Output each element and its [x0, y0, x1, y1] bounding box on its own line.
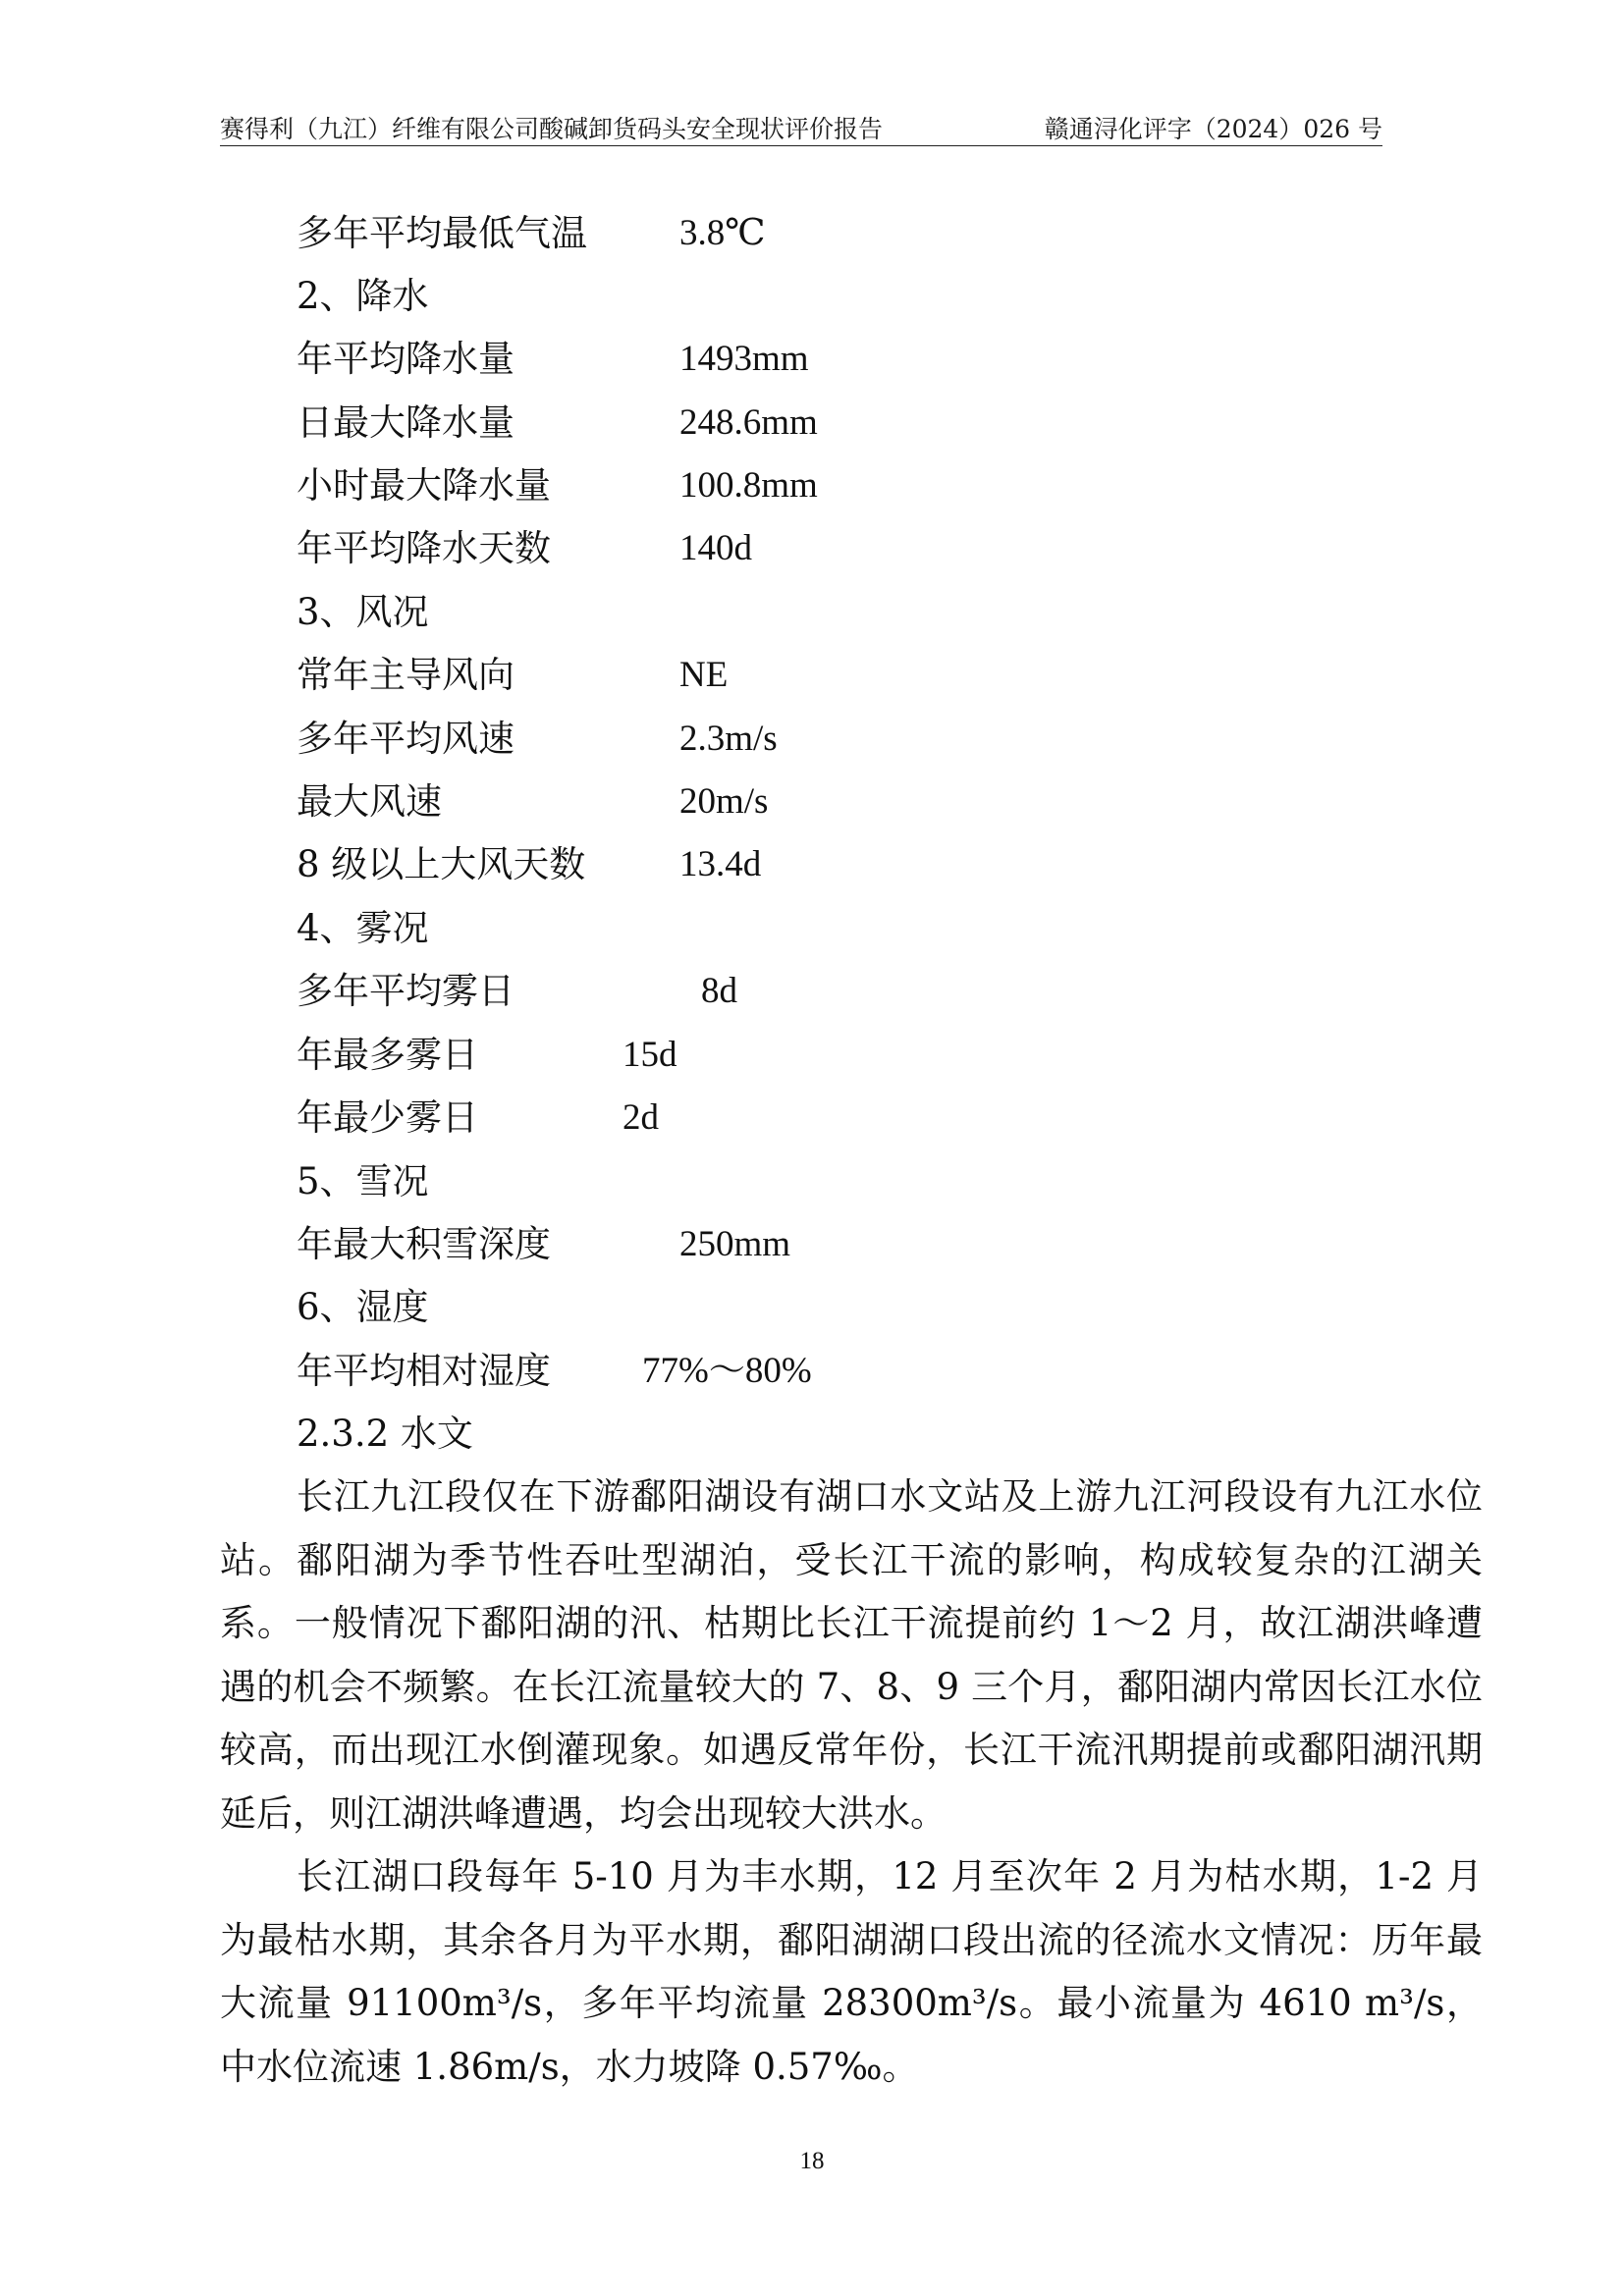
item-label: 年最少雾日 — [297, 1096, 478, 1139]
page-header — [220, 116, 1382, 143]
item-value: 3.8℃ — [679, 213, 766, 253]
item-value: 1493mm — [679, 339, 809, 379]
item-value: 140d — [679, 528, 752, 568]
item-value: 77%～80% — [642, 1351, 812, 1391]
item-label: 常年主导风向 — [297, 654, 514, 696]
item-value: 2d — [623, 1097, 659, 1138]
item-value: 100.8mm — [679, 465, 818, 506]
section-label: 3、风况 — [297, 591, 429, 633]
item-value: NE — [679, 655, 729, 695]
item-label: 多年平均雾日 — [297, 970, 514, 1012]
item-value: 13.4d — [679, 844, 762, 884]
item-label: 最大风速 — [297, 780, 442, 823]
item-label: 8 级以上大风天数 — [297, 843, 586, 885]
item-value: 2.3m/s — [679, 719, 778, 759]
item-label: 年平均降水天数 — [297, 527, 551, 569]
item-label: 多年平均风速 — [297, 718, 514, 760]
item-value: 15d — [623, 1035, 677, 1075]
section-label: 4、雾况 — [297, 907, 429, 949]
page-number: 18 — [799, 2148, 825, 2174]
item-label: 年最大积雪深度 — [297, 1223, 551, 1265]
header-report-title: 赛得利（九江）纤维有限公司酸碱卸货码头安全现状评价报告 — [220, 115, 884, 143]
item-value: 250mm — [679, 1224, 791, 1264]
header-report-number: 赣通浔化评字（2024）026 号 — [1044, 115, 1382, 143]
item-label: 年平均相对湿度 — [297, 1350, 551, 1392]
item-value: 248.6mm — [679, 402, 818, 443]
header-divider — [220, 145, 1382, 146]
item-label: 年平均降水量 — [297, 338, 514, 380]
item-value: 8d — [701, 971, 737, 1011]
section-label: 6、湿度 — [297, 1286, 429, 1328]
hydrology-paragraph-1: 长江九江段仅在下游鄱阳湖设有湖口水文站及上游九江河段设有九江水位站。鄱阳湖为季节性吞吐型湖泊，受长江干流的影响，构成较复杂的江湖关系。一般情况下鄱阳湖的汛、枯期比长江干流提前约 1～2 月，故江湖洪峰遭遇的机会不频繁。在长江流量较大的 7、8、9 三个月，鄱阳湖内常因长江水位较高，而出现江水倒灌现象。如遇反常年份，长江干流汛期提前或鄱阳湖汛期延后，则江湖洪峰遭遇，均会出现较大洪水。 — [220, 1475, 1483, 1835]
item-label: 小时最大降水量 — [297, 464, 551, 507]
section-label: 5、雪况 — [297, 1160, 429, 1202]
section-label: 2、降水 — [297, 275, 429, 317]
item-value: 20m/s — [679, 781, 769, 822]
item-label: 日最大降水量 — [297, 401, 514, 444]
item-label: 多年平均最低气温 — [297, 212, 587, 254]
item-label: 年最多雾日 — [297, 1034, 478, 1076]
hydrology-paragraph-2: 长江湖口段每年 5-10 月为丰水期，12 月至次年 2 月为枯水期，1-2 月为最枯水期，其余各月为平水期，鄱阳湖湖口段出流的径流水文情况：历年最大流量 91100m³/s，多年平均流量 28300m³/s。最小流量为 4610 m³/s，中水位流速 1.86m/s，水力坡降 0.57‰。 — [220, 1855, 1483, 2088]
section-label: 2.3.2 水文 — [297, 1413, 473, 1455]
